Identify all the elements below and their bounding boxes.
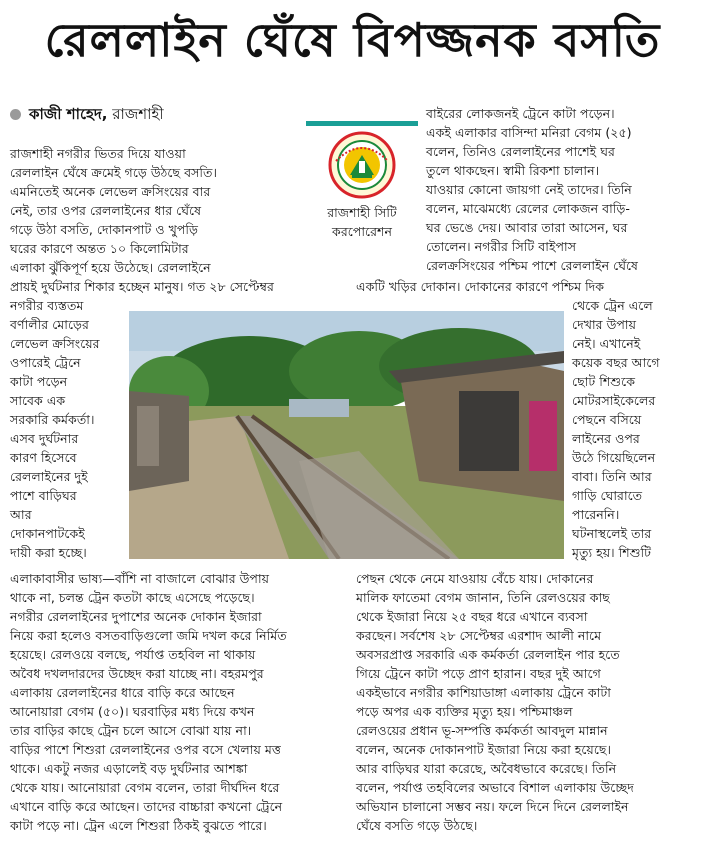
article-line: নগরীর রেললাইনের দুপাশের অনেক দোকান ইজারা [10,609,262,624]
article-line: কয়েক বছর আগে [572,355,660,370]
article-line: ঘেঁষে বসতি গড়ে উঠছে। [356,818,478,833]
article-line: ঘরের কারণে অন্তত ১০ কিলোমিটার [10,241,189,256]
article-line: তার বাড়ির কাছে ট্রেন চলে আসে বোঝা যায় না। [10,723,252,738]
article-line: পারেননি। [572,507,620,522]
article-line: নিয়ে করা হলেও বসতবাড়িগুলো জমি দখল করে নির্মিত [10,628,287,643]
article-line: একই এলাকার বাসিন্দা মনিরা বেগম (২৫) [426,125,632,140]
article-line: পেছনে বসিয়ে [572,412,642,427]
article-line: আর বাড়িঘর যারা করেছে, অবৈধভাবে করেছে। তিনি [356,761,617,776]
article-line: বাবা। তিনি আর [572,469,652,484]
article-line: রেলওয়ের প্রধান ভূ-সম্পত্তি কর্মকর্তা আবদুল মান্নান [356,723,608,738]
logo-caption-line-2: করপোরেশন [332,224,392,239]
article-line: মৃত্যু হয়। শিশুটি [572,545,651,560]
article-line: প্রায়ই দুর্ঘটনার শিকার হচ্ছেন মানুষ। গত ২৮ সেপ্টেম্বর [10,279,274,294]
article-line: ঘর ভেঙে দেয়। আবার তারা আসেন, ঘর [426,220,628,235]
article-line: আর [10,507,32,522]
article-line: নেই, তার ওপর রেললাইনের ধার ঘেঁষে [10,203,202,218]
article-line: বর্ণালীর মোড়ের [10,317,89,332]
article-line: সরকারি কর্মকর্তা। [10,412,95,427]
article-line: বলেন, অনেক দোকানপাট ইজারা নিয়ে করা হয়েছে। [356,742,612,757]
article-line: অবসরপ্রাপ্ত সরকারি এক কর্মকর্তা রেললাইন পার হতে [356,647,620,662]
logo-caption [306,203,418,241]
article-line: সাবেক এক [10,393,66,408]
article-line: আনোয়ারা বেগম (৫০)। ঘরবাড়ির মধ্য দিয়ে কখন [10,704,255,719]
article-line: দেখার উপায় [572,317,637,332]
article-line: একইভাবে নগরীর কাশিয়াডাঙ্গা এলাকায় ট্রেনে কাটা [356,685,611,700]
article-line: থাকে। একটু নজর এড়ালেই বড় দুর্ঘটনার আশঙ্কা [10,761,248,776]
article-line: দায়ী করা হচ্ছে। [10,545,87,560]
article-line: নেই। এখানেই [572,336,641,351]
article-line: গড়ে উঠা বসতি, দোকানপাট ও খুপড়ি [10,222,198,237]
article-line: লেভেল ক্রসিংয়ের [10,336,100,351]
article-line: বলেন, মাঝেমধ্যে রেলের লোকজন বাড়ি- [426,201,630,216]
article-line: এখানে বাড়ি করে আছেন। তাদের বাচ্চারা কখনো ট্রেনে [10,799,283,814]
byline-author: কাজী শাহেদ, [29,105,108,123]
article-line: করছেন। সর্বশেষ ২৮ সেপ্টেম্বর এরশাদ আলী নামে [356,628,602,643]
article-line: বাইরের লোকজনই ট্রেনে কাটা পড়েন। [426,106,615,121]
logo-accent-bar [306,121,418,126]
article-line: তোলেন। নগরীর সিটি বাইপাস [426,239,577,254]
article-line: তুলে থাকছেন। স্বামী রিকশা চালান। [426,163,600,178]
railway-photo [129,311,564,559]
article-line: ওপারেই ট্রেনে [10,355,81,370]
article-line: থেকে যায়। আনোয়ারা বেগম বলেন, তারা দীর্ঘদিন ধরে [10,780,280,795]
article-line: পেছন থেকে নেমে যাওয়ায় বেঁচে যায়। দোকানের [356,571,594,586]
article-line: ছোট শিশুকে [572,374,636,389]
article-line: রেললাইনের দুই [10,469,88,484]
article-line: পড়ে অপর এক ব্যক্তির মৃত্যু হয়। পশ্চিমাঞ্চল [356,704,573,719]
logo-caption-line-1: রাজশাহী সিটি [327,205,397,220]
article-line: এলাকায় রেললাইনের ধারে বাড়ি করে আছেন [10,685,235,700]
byline-place: রাজশাহী [107,105,164,123]
article-line: থাকে না, চলন্ত ট্রেন কতটা কাছে এসেছে পড়েছে। [10,590,255,605]
article-line: নগরীর ব্যস্ততম [10,298,84,313]
article-line: বলেন, পর্যাপ্ত তহবিলের অভাবে বিশাল এলাকায় উচ্ছেদ [356,780,634,795]
article-line: থেকে ইজারা নিয়ে ২৫ বছর ধরে এখানে ব্যবসা [356,609,588,624]
article-line: এসব দুর্ঘটনার [10,431,79,446]
article-line: রেললাইন ঘেঁষে ক্রমেই গড়ে উঠছে বসতি। [10,165,217,180]
article-line: বলেন, তিনিও রেললাইনের পাশেই ঘর [426,144,615,159]
article-line: একটি খড়ির দোকান। দোকানের কারণে পশ্চিম দিক [356,279,605,294]
article-line: এলাকা ঝুঁকিপূর্ণ হয়ে উঠেছে। রেললাইনে [10,260,211,275]
article-line: উঠে গিয়েছিলেন [572,450,656,465]
bullet-dot-icon [10,109,21,120]
article-line: কাটা পড়ে না। ট্রেন এলে শিশুরা ঠিকই বুঝতে পারে। [10,818,267,833]
article-line: হয়েছে। রেলওয়ে বলছে, পর্যাপ্ত তহবিল না থাকায় [10,647,256,662]
article-line: মোটরসাইকেলের [572,393,656,408]
article-line: মালিক ফাতেমা বেগম জানান, তিনি রেলওয়ের কাছ [356,590,610,605]
article-line: কাটা পড়েন [10,374,68,389]
article-line: অভিযান চালানো সম্ভব নয়। ফলে দিনে দিনে রেললাইন [356,799,629,814]
article-line: যাওয়ার কোনো জায়গা নেই তাদের। তিনি [426,182,632,197]
article-line: গিয়ে ট্রেনে কাটা পড়ে প্রাণ হারান। বছর দুই আগে [356,666,601,681]
article-line: পাশে বাড়িঘর [10,488,77,503]
article-line: বাড়ির পাশে শিশুরা রেললাইনের ওপর বসে খেলায় মত্ত [10,742,281,757]
article-line: ঘটনাস্থলেই তার [572,526,652,541]
article-line: দোকানপাটকেই [10,526,85,541]
article-line: রাজশাহী নগরীর ভিতর দিয়ে যাওয়া [10,146,186,161]
article-line: লাইনের ওপর [572,431,640,446]
railway-scene-image [129,311,564,559]
city-corporation-logo-icon [328,131,396,199]
article-line: গাড়ি ঘোরাতে [572,488,643,503]
byline [10,104,164,124]
headline: রেললাইন ঘেঁষে বিপজ্জনক বসতি [44,13,661,67]
article-line: থেকে ট্রেন এলে [572,298,653,313]
article-line: এলাকাবাসীর ভাষ্য—বাঁশি না বাজালে বোঝার উপায় [10,571,270,586]
article-line: কারণ হিসেবে [10,450,77,465]
city-corporation-logo-block [306,121,418,259]
article-line: অবৈধ দখলদারদের উচ্ছেদ করা যাচ্ছে না। বহরমপুর [10,666,264,681]
article-line: রেলক্রসিংয়ের পশ্চিম পাশে রেললাইন ঘেঁষে [426,258,638,273]
article-line: এমনিতেই অনেক লেভেল ক্রসিংয়ের বার [10,184,211,199]
